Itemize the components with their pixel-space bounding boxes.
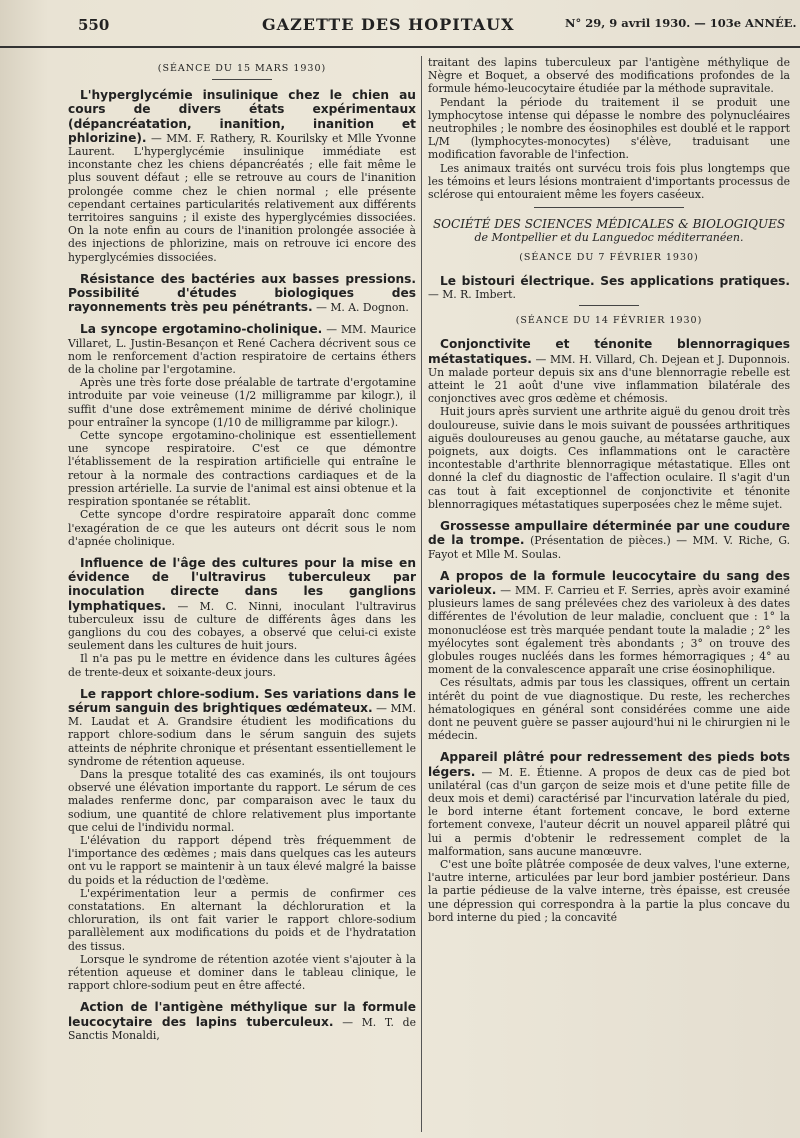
article (428, 274, 790, 301)
article (428, 569, 790, 677)
article (428, 337, 790, 405)
paragraph: Huit jours après survient une arthrite aiguë du genou droit très douloureuse, suivie dans le mois suivant de poussées arthritiques aiguës douloureuses au genou gauche, au métatarse gauche, aux poignets, aux doigts. Ces inflammations ont le caractère incontestable d'arthrite blennorragique métastatique. Elles ont donné la clef du diagnostic de l'affection oculaire. Il s'agit d'un cas tout à fait exceptionnel de conjonctivite et ténonite blennorragiques métastatiques superposées chez le même sujet. (428, 405, 790, 511)
page-number: 550 (78, 16, 110, 34)
paragraph: Dans la presque totalité des cas examinés, ils ont toujours observé une élévation importante du rapport. Le sérum de ces malades renferme donc, par comparaison avec le taux du sodium, une quantité de chlore relativement plus importante que celui de l'individu normal. (68, 767, 416, 834)
article-title: La syncope ergotamino-cholinique. (80, 322, 323, 337)
article-body: — MM. F. Rathery, R. Kourilsky et Mlle Yvonne Laurent. L'hyperglycémie insulinique immédiate est inconstante chez les chiens dépancréatés ; elle fait même le plus souvent défaut ; elle se retrouve au cours de l'inanition prolongée comme chez le chien normal ; elle présente cependant certaines particularités relativement aux différents territoires sanguins ; il existe des hyperglycémies dissociées. On la note enfin au cours de l'inanition prolongée associée à des injections de phlorizine, mais on retrouve ici encore des hyperglycémies dissociées. (68, 131, 416, 264)
society-subheading: de Montpellier et du Languedoc méditerranéen. (474, 231, 744, 245)
article-body: — MM. H. Villard, Ch. Dejean et J. Duponnois. Un malade porteur depuis six ans d'une blennorragie rebelle est atteint le 21 août d'une vive inflammation bilatérale des conjonctives avec gros œdème et chémosis. (428, 352, 790, 406)
article (428, 750, 790, 858)
article-body: — MM. Maurice Villaret, L. Justin-Besançon et René Cachera décrivent sous ce nom le renforcement d'action respiratoire de certains éthers de la choline par l'ergotamine. (68, 323, 416, 377)
article-body: — MM. M. Laudat et A. Grandsire étudient les modifications du rapport chlore-sodium dans le sérum sanguin des sujets atteints de néphrite chronique et présentant essentiellement le syndrome de rétention aqueuse. (68, 701, 416, 768)
seance-heading: (SÉANCE DU 14 FÉVRIER 1930) (515, 315, 703, 327)
divider (579, 305, 639, 306)
article (68, 687, 416, 768)
journal-title: GAZETTE DES HOPITAUX (262, 15, 515, 34)
divider (534, 207, 684, 208)
paragraph: Il n'a pas pu le mettre en évidence dans les cultures âgées de trente-deux et soixante-deux jours. (68, 652, 416, 679)
article-title: L'hyperglycémie insulinique chez le chien au cours de divers états expérimentaux (dépancréatation, inanition, inanition et phlorizine). (68, 88, 416, 145)
paragraph: Ces résultats, admis par tous les classiques, offrent un certain intérêt du point de vue diagnostique. Du reste, les recherches hématologiques en général sont considérées comme une aide dont ne peuvent guère se passer aujourd'hui ni le chirurgien ni le médecin. (428, 676, 790, 743)
article (68, 1000, 416, 1042)
article (68, 272, 416, 315)
article-title: A propos de la formule leucocytaire du sang des varioleux. (428, 568, 790, 597)
paragraph: L'élévation du rapport dépend très fréquemment de l'importance des œdèmes ; mais dans quelques cas les auteurs ont vu le rapport se maintenir à un taux élevé malgré la baisse du poids et la réduction de l'œdème. (68, 833, 416, 887)
paragraph: Lorsque le syndrome de rétention azotée vient s'ajouter à la rétention aqueuse et dominer dans le tableau clinique, le rapport chlore-sodium peut en être affecté. (68, 952, 416, 993)
article (68, 556, 416, 652)
paragraph: C'est une boîte plâtrée composée de deux valves, l'une externe, l'autre interne, articulées par leur bord jambier postérieur. Dans la partie pédieuse de la valve interne, très épaisse, est creusée une dépression qui correspondra à la partie la plus concave du bord interne du pied ; la concavité (428, 857, 790, 924)
article-title: Le rapport chlore-sodium. Ses variations dans le sérum sanguin des brightiques œdémateux. (68, 686, 416, 715)
article-title: Action de l'antigène méthylique sur la formule leucocytaire des lapins tuberculeux. (68, 1000, 416, 1029)
article-title: Conjonctivite et ténonite blennorragiques métastatiques. (428, 337, 790, 366)
right-column (428, 56, 790, 924)
paragraph: Les animaux traités ont survécu trois fois plus longtemps que les témoins et leurs lésions montraient d'importants processus de sclérose qui entouraient même les foyers caséeux. (428, 161, 790, 202)
article-body: — M. R. Imbert. (428, 288, 516, 302)
paragraph: Pendant la période du traitement il se produit une lymphocytose intense qui dépasse le nombre des polynucléaires neutrophiles ; le nombre des éosinophiles est doublé et le rapport L/M (lymphocytes-monocytes) s'élève, traduisant une modification favorable de l'infection. (428, 95, 790, 162)
article-title: Appareil plâtré pour redressement des pieds bots légers. (428, 750, 790, 779)
article-body: — M. A. Dognon. (312, 301, 409, 315)
article-title: Grossesse ampullaire déterminée par une coudure de la trompe. (428, 519, 790, 548)
paragraph: traitant des lapins tuberculeux par l'antigène méthylique de Nègre et Boquet, a observé des modifications profondes de la formule hémo-leucocytaire étudiée par la méthode supravitale. (428, 56, 790, 96)
article-title: Influence de l'âge des cultures pour la mise en évidence de l'ultravirus tuberculeux par inoculation directe dans les ganglions lymphatiques. (68, 555, 416, 613)
divider (212, 79, 272, 80)
paragraph: Cette syncope d'ordre respiratoire apparaît donc comme l'exagération de ce que les auteurs ont décrit sous le nom d'apnée cholinique. (68, 508, 416, 548)
paragraph: Cette syncope ergotamino-cholinique est essentiellement une syncope respiratoire. C'est ce que démontre l'établissement de la respiration artificielle qui entraîne le retour à la normale des contractions cardiaques et de la pression artérielle. La survie de l'animal est ainsi obtenue et la respiration spontanée se rétablit. (68, 429, 416, 509)
article-body: — MM. F. Carrieu et F. Serries, après avoir examiné plusieurs lames de sang prélevées chez des varioleux à des dates différentes de l'évolution de leur maladie, concluent que : 1° la mononucléose est très marquée pendant toute la maladie ; 2° les myélocytes sont également très abondants ; 3° on trouve des globules rouges nucléés dans les formes hémorragiques ; 4° au moment de la convalescence apparaît une crise éosinophilique. (428, 583, 790, 677)
issue-info: N° 29, 9 avril 1930. — 103e ANNÉE. (565, 16, 797, 30)
article (428, 519, 790, 561)
article-body: — M. T. de Sanctis Monaldi, (68, 1015, 416, 1042)
article-body: — M. E. Étienne. A propos de deux cas de pied bot unilatéral (cas d'un garçon de seize mois et d'une petite fille de deux mois et demi) caractérisé par l'incurvation latérale du pied, le bord interne étant fortement concave, le bord externe fortement convexe, l'auteur décrit un nouvel appareil plâtré qui lui a permis d'obtenir le redressement complet de la malformation, sans aucune manœuvre. (428, 765, 790, 858)
article (68, 88, 416, 264)
page-header (0, 0, 800, 48)
paragraph: L'expérimentation leur a permis de confirmer ces constatations. En alternant la déchloruration et la chloruration, ils ont fait varier le rapport chlore-sodium parallèlement aux modifications du poids et de l'hydratation des tissus. (68, 886, 416, 953)
seance-heading: (SÉANCE DU 15 MARS 1930) (157, 63, 327, 74)
seance-heading: (SÉANCE DU 7 FÉVRIER 1930) (519, 251, 699, 263)
article-title: Le bistouri électrique. Ses applications pratiques. (440, 273, 790, 288)
article-title: Résistance des bactéries aux basses pressions. Possibilité d'études biologiques des rayonnements très peu pénétrants. (68, 271, 416, 315)
society-heading: SOCIÉTÉ DES SCIENCES MÉDICALES & BIOLOGIQUES (432, 217, 786, 232)
article-body: (Présentation de pièces.) — MM. V. Riche, G. Fayot et Mlle M. Soulas. (428, 534, 790, 561)
article-body: — M. C. Ninni, inoculant l'ultravirus tuberculeux issu de culture de différents âges dans les ganglions du cou des cobayes, a observé que celui-ci existe seulement dans les cultures de huit jours. (68, 599, 416, 653)
article (68, 322, 416, 376)
left-column (68, 56, 416, 1042)
paragraph: Après une très forte dose préalable de tartrate d'ergotamine introduite par voie veineuse (1/2 milligramme par kilogr.), il suffit d'une dose extrêmement minime de dérivé cholinique pour entraîner la syncope (1/10 de milligramme par kilogr.). (68, 376, 416, 429)
column-divider (421, 56, 422, 1132)
